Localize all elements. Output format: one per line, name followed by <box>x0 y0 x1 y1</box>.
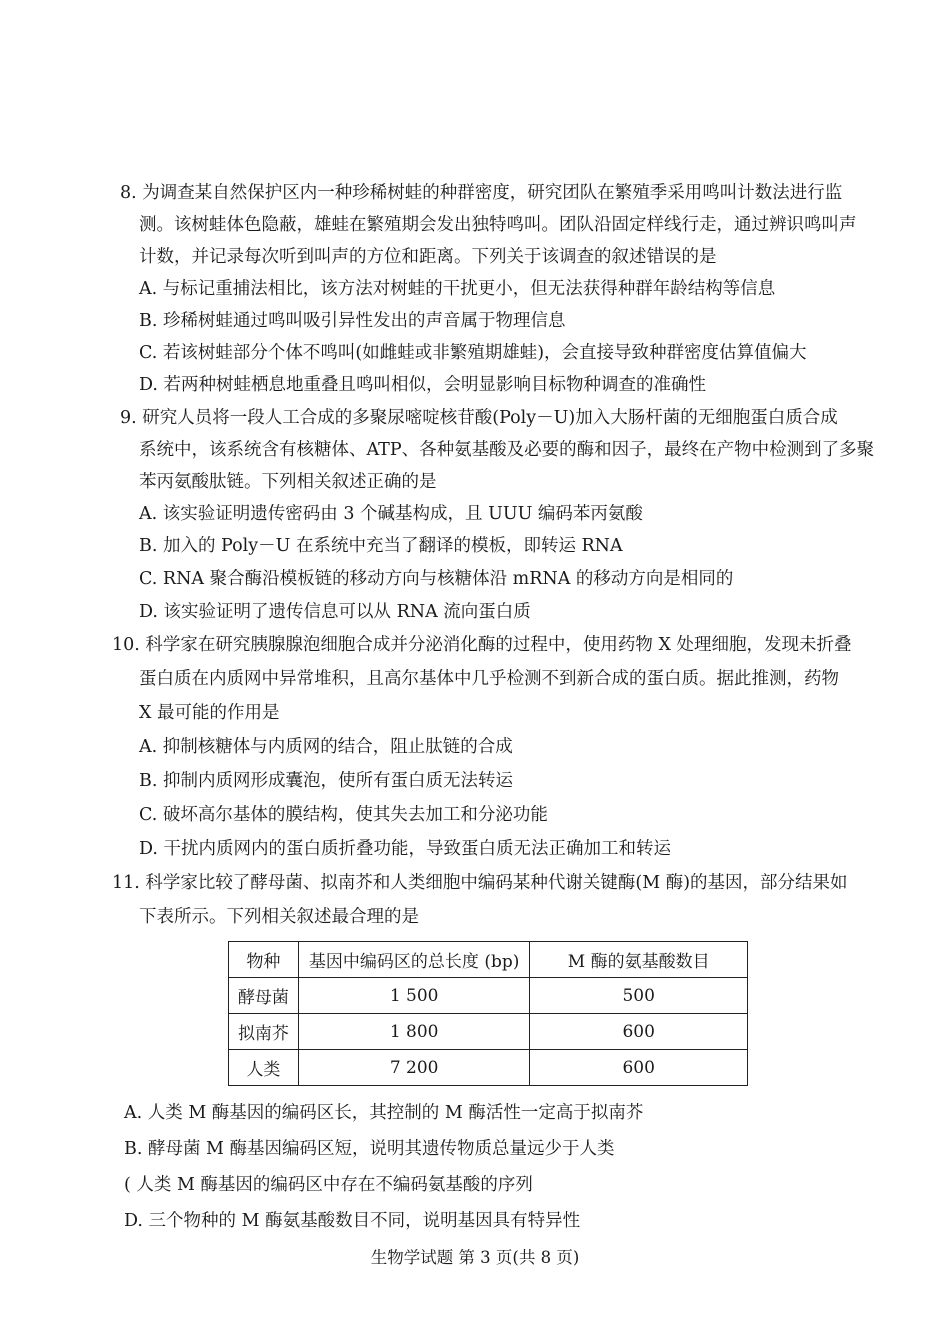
q10-option-b: B. 抑制内质网形成囊泡，使所有蛋白质无法转运 <box>139 771 513 791</box>
q11-stem-line-1: 11. 科学家比较了酵母菌、拟南芥和人类细胞中编码某种代谢关键酶(M 酶)的基因，部分结果如 <box>112 873 848 893</box>
q10-option-c: C. 破坏高尔基体的膜结构，使其失去加工和分泌功能 <box>139 805 548 825</box>
q11-option-b: B. 酵母菌 M 酶基因编码区短，说明其遗传物质总量远少于人类 <box>124 1139 615 1159</box>
table-cell-amino-acids: 600 <box>530 1050 748 1086</box>
q8-option-c: C. 若该树蛙部分个体不鸣叫(如雌蛙或非繁殖期雄蛙)，会直接导致种群密度估算值偏大 <box>139 343 807 363</box>
q8-stem-line-2: 测。该树蛙体色隐蔽，雄蛙在繁殖期会发出独特鸣叫。团队沿固定样线行走，通过辨识鸣叫声 <box>139 215 857 235</box>
q10-option-a: A. 抑制核糖体与内质网的结合，阻止肽链的合成 <box>139 737 513 757</box>
table-header-cell: M 酶的氨基酸数目 <box>530 942 748 978</box>
q10-stem-line-2: 蛋白质在内质网中异常堆积，且高尔基体中几乎检测不到新合成的蛋白质。据此推测，药物 <box>139 669 839 689</box>
q9-stem-line-2: 系统中，该系统含有核糖体、ATP、各种氨基酸及必要的酶和因子，最终在产物中检测到了多聚 <box>139 440 875 460</box>
table-header-cell: 物种 <box>229 942 299 978</box>
q8-option-b: B. 珍稀树蛙通过鸣叫吸引异性发出的声音属于物理信息 <box>139 311 566 331</box>
q11-option-a: A. 人类 M 酶基因的编码区长，其控制的 M 酶活性一定高于拟南芥 <box>124 1103 644 1123</box>
q11-option-d: D. 三个物种的 M 酶氨基酸数目不同，说明基因具有特异性 <box>124 1211 581 1231</box>
q8-option-a: A. 与标记重捕法相比，该方法对树蛙的干扰更小，但无法获得种群年龄结构等信息 <box>139 279 776 299</box>
table-cell-species: 拟南芥 <box>229 1014 299 1050</box>
table-cell-species: 酵母菌 <box>229 978 299 1014</box>
q9-option-d: D. 该实验证明了遗传信息可以从 RNA 流向蛋白质 <box>139 602 531 622</box>
q10-stem-line-3: X 最可能的作用是 <box>139 703 280 723</box>
table-cell-length: 1 500 <box>298 978 530 1014</box>
table-cell-amino-acids: 600 <box>530 1014 748 1050</box>
table-cell-amino-acids: 500 <box>530 978 748 1014</box>
table-header-cell: 基因中编码区的总长度 (bp) <box>298 942 530 978</box>
table-cell-species: 人类 <box>229 1050 299 1086</box>
gene-comparison-table <box>228 941 748 1086</box>
q9-stem-line-1: 9. 研究人员将一段人工合成的多聚尿嘧啶核苷酸(Poly－U)加入大肠杆菌的无细胞蛋白质合成 <box>120 408 838 428</box>
page-footer: 生物学试题 第 3 页(共 8 页) <box>370 1248 580 1267</box>
q10-option-d: D. 干扰内质网内的蛋白质折叠功能，导致蛋白质无法正确加工和转运 <box>139 839 672 859</box>
q9-option-a: A. 该实验证明遗传密码由 3 个碱基构成，且 UUU 编码苯丙氨酸 <box>139 504 643 524</box>
q10-stem-line-1: 10. 科学家在研究胰腺腺泡细胞合成并分泌消化酶的过程中，使用药物 X 处理细胞，发现未折叠 <box>112 635 852 655</box>
q9-option-b: B. 加入的 Poly－U 在系统中充当了翻译的模板，即转运 RNA <box>139 536 623 556</box>
table-header-row <box>229 942 748 978</box>
q11-stem-line-2: 下表所示。下列相关叙述最合理的是 <box>139 907 419 927</box>
table-row <box>229 1014 748 1050</box>
q9-option-c: C. RNA 聚合酶沿模板链的移动方向与核糖体沿 mRNA 的移动方向是相同的 <box>139 569 734 589</box>
table-cell-length: 7 200 <box>298 1050 530 1086</box>
table-cell-length: 1 800 <box>298 1014 530 1050</box>
table-row <box>229 1050 748 1086</box>
q8-option-d: D. 若两种树蛙栖息地重叠且鸣叫相似，会明显影响目标物种调查的准确性 <box>139 375 707 395</box>
table-row <box>229 978 748 1014</box>
q11-option-c: ( 人类 M 酶基因的编码区中存在不编码氨基酸的序列 <box>124 1175 533 1195</box>
q8-stem-line-3: 计数，并记录每次听到叫声的方位和距离。下列关于该调查的叙述错误的是 <box>139 247 717 267</box>
q8-stem-line-1: 8. 为调查某自然保护区内一种珍稀树蛙的种群密度，研究团队在繁殖季采用鸣叫计数法进行监 <box>120 183 843 203</box>
q9-stem-line-3: 苯丙氨酸肽链。下列相关叙述正确的是 <box>139 472 437 492</box>
